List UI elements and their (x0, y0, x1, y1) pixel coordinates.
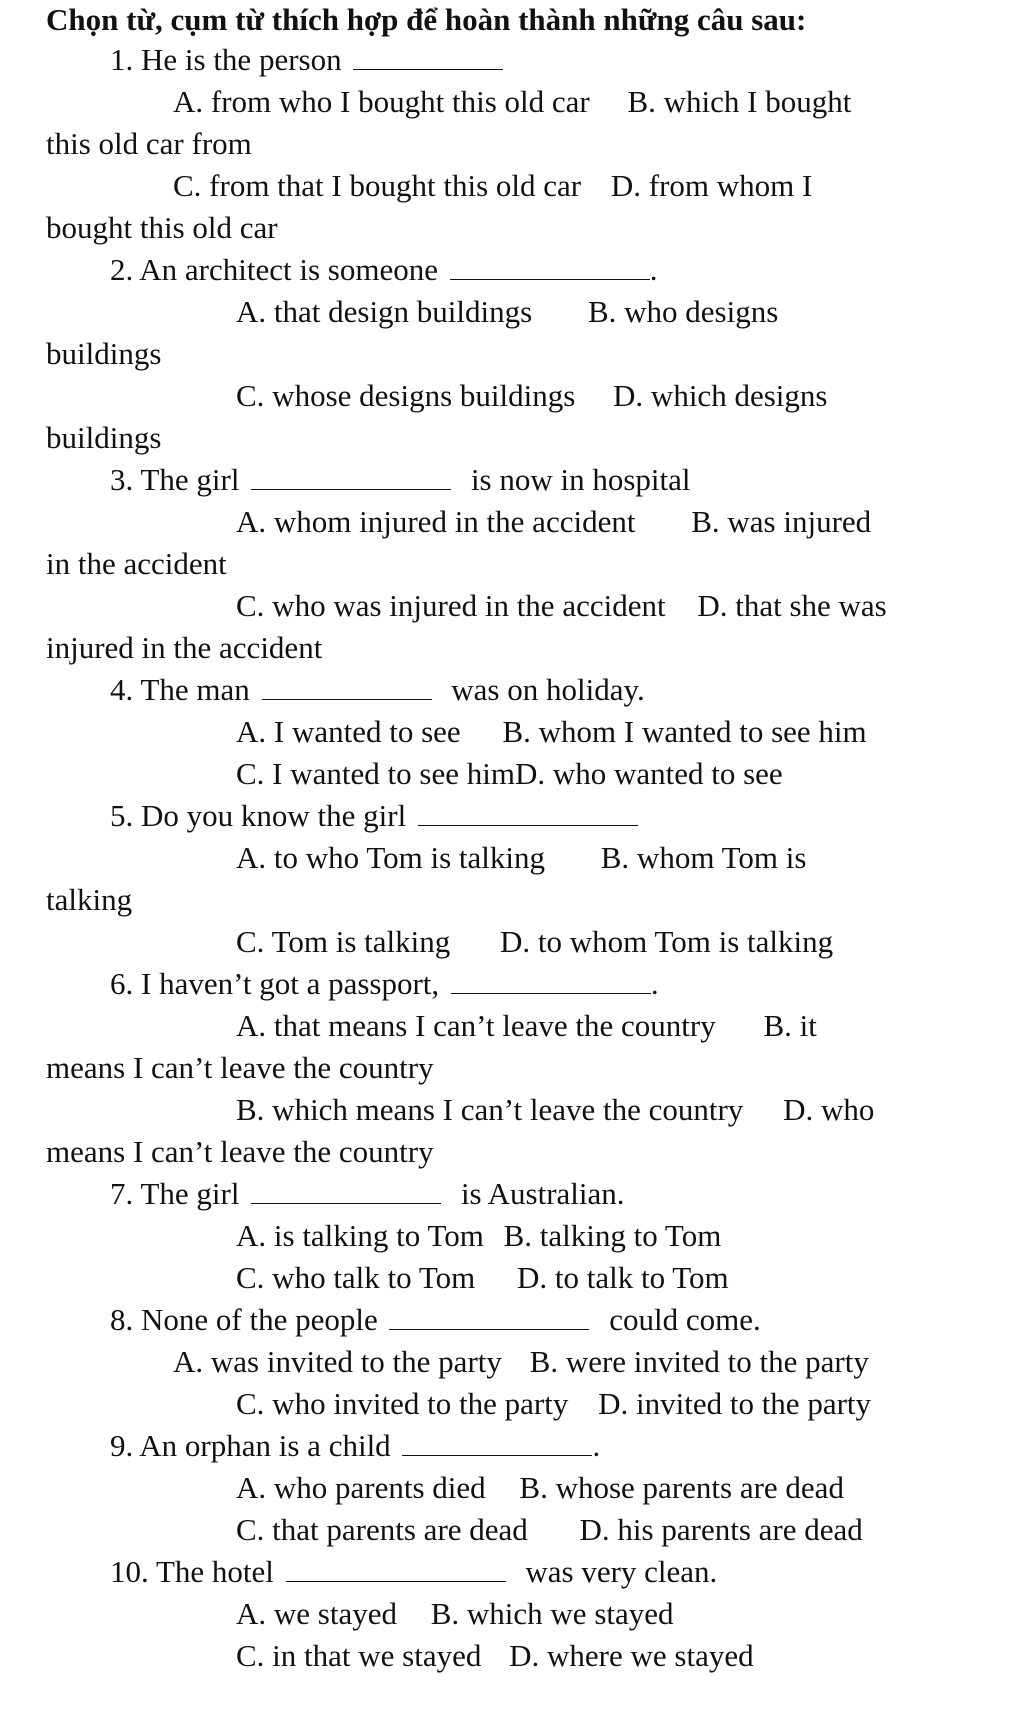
question-8-stem-text: 8. None of the people (110, 1302, 378, 1337)
question-1-option-b-continued: this old car from (46, 126, 252, 161)
question-5-stem-text: 5. Do you know the girl (110, 798, 407, 833)
question-6-option-d: D. who (783, 1092, 875, 1127)
question-10-stem-end: was very clean. (525, 1554, 718, 1589)
question-8-option-c: C. who invited to the party (236, 1386, 569, 1421)
question-2-stem-end: . (649, 252, 658, 287)
question-7-option-d: D. to talk to Tom (517, 1260, 729, 1295)
question-6-blank (451, 969, 651, 994)
question-6-stem (110, 964, 659, 1004)
question-5-option-c: C. Tom is talking (236, 924, 451, 959)
question-4-stem (110, 670, 645, 710)
question-2-option-c: C. whose designs buildings (236, 378, 576, 413)
question-2-stem-text: 2. An architect is someone (110, 252, 438, 287)
question-10-stem-text: 10. The hotel (110, 1554, 274, 1589)
question-8-option-b: B. were invited to the party (529, 1344, 869, 1379)
question-3-options-ab (236, 502, 871, 542)
question-1-option-c: C. from that I bought this old car (173, 168, 582, 203)
question-7-options-cd (236, 1258, 729, 1298)
question-7-option-c: C. who talk to Tom (236, 1260, 476, 1295)
question-8-options-cd (236, 1384, 871, 1424)
question-1-option-b: B. which I bought (627, 84, 852, 119)
question-4-options-cd: C. I wanted to see himD. who wanted to see (236, 756, 783, 791)
question-8-option-d: D. invited to the party (598, 1386, 872, 1421)
question-6-option-c: B. which means I can’t leave the country (236, 1092, 744, 1127)
question-10-option-b: B. which we stayed (430, 1596, 674, 1631)
question-8-stem (110, 1300, 761, 1340)
question-8-stem-end: could come. (609, 1302, 761, 1337)
question-6-option-b-continued: means I can’t leave the country (46, 1050, 434, 1085)
question-10-blank (286, 1557, 506, 1582)
question-4-blank (262, 675, 432, 700)
question-1-option-a: A. from who I bought this old car (173, 84, 590, 119)
question-4-options-ab (236, 712, 867, 752)
question-5-options-ab (236, 838, 806, 878)
question-3-option-d: D. that she was (697, 588, 887, 623)
question-3-options-cd (236, 586, 887, 626)
question-4-option-a: A. I wanted to see (236, 714, 461, 749)
question-6-stem-text: 6. I haven’t got a passport, (110, 966, 440, 1001)
question-6-option-d-continued: means I can’t leave the country (46, 1134, 434, 1169)
worksheet-title: Chọn từ, cụm từ thích hợp để hoàn thành những câu sau: (46, 2, 807, 37)
question-5-blank (418, 801, 638, 826)
question-3-blank (251, 465, 451, 490)
question-10-options-ab (236, 1594, 674, 1634)
question-4-stem-end: was on holiday. (451, 672, 645, 707)
question-2-options-ab (236, 292, 778, 332)
question-8-options-ab (173, 1342, 869, 1382)
question-9-stem (110, 1426, 600, 1466)
question-2-options-cd (236, 376, 827, 416)
question-7-stem-end: is Australian. (460, 1176, 625, 1211)
question-9-options-cd (236, 1510, 863, 1550)
question-7-options-ab (236, 1216, 721, 1256)
question-7-option-b: B. talking to Tom (503, 1218, 722, 1253)
question-10-stem (110, 1552, 717, 1592)
question-2-option-b-continued: buildings (46, 336, 162, 371)
question-3-stem-end: is now in hospital (470, 462, 691, 497)
question-10-option-c: C. in that we stayed (236, 1638, 482, 1673)
question-10-options-cd (236, 1636, 754, 1676)
question-1-options-ab (173, 82, 851, 122)
question-2-option-d: D. which designs (613, 378, 828, 413)
question-2-blank (450, 255, 650, 280)
question-7-stem-text: 7. The girl (110, 1176, 240, 1211)
question-9-stem-text: 9. An orphan is a child (110, 1428, 391, 1463)
question-10-option-a: A. we stayed (236, 1596, 397, 1631)
question-4-stem-text: 4. The man (110, 672, 250, 707)
question-7-option-a: A. is talking to Tom (236, 1218, 484, 1253)
question-1-stem-text: 1. He is the person (110, 42, 342, 77)
question-8-blank (389, 1305, 589, 1330)
question-1-blank (353, 45, 503, 70)
question-9-options-ab (236, 1468, 844, 1508)
question-1-option-d: D. from whom I (610, 168, 813, 203)
question-5-option-a: A. to who Tom is talking (236, 840, 545, 875)
question-9-option-c: C. that parents are dead (236, 1512, 528, 1547)
question-3-stem (110, 460, 691, 500)
question-3-option-b: B. was injured (691, 504, 872, 539)
question-10-option-d: D. where we stayed (509, 1638, 754, 1673)
question-6-option-a: A. that means I can’t leave the country (236, 1008, 716, 1043)
question-2-option-d-continued: buildings (46, 420, 162, 455)
question-6-options-ab (236, 1006, 817, 1046)
question-9-stem-end: . (592, 1428, 601, 1463)
question-6-options-cd (236, 1090, 874, 1130)
question-3-option-d-continued: injured in the accident (46, 630, 323, 665)
question-1-options-cd (173, 166, 812, 206)
question-4-option-b: B. whom I wanted to see him (502, 714, 867, 749)
question-5-option-b: B. whom Tom is (600, 840, 807, 875)
question-6-option-b: B. it (763, 1008, 817, 1043)
question-5-option-d: D. to whom Tom is talking (500, 924, 834, 959)
question-5-option-b-continued: talking (46, 882, 133, 917)
question-7-blank (251, 1179, 441, 1204)
question-3-option-a: A. whom injured in the accident (236, 504, 636, 539)
question-3-stem-text: 3. The girl (110, 462, 240, 497)
question-7-stem (110, 1174, 625, 1214)
question-6-stem-end: . (650, 966, 659, 1001)
question-3-option-b-continued: in the accident (46, 546, 227, 581)
question-1-option-d-continued: bought this old car (46, 210, 278, 245)
question-9-blank (402, 1431, 592, 1456)
question-2-option-b: B. who designs (587, 294, 779, 329)
question-5-stem (110, 796, 638, 836)
question-1-stem (110, 40, 503, 80)
question-2-stem (110, 250, 658, 290)
question-3-option-c: C. who was injured in the accident (236, 588, 666, 623)
question-8-option-a: A. was invited to the party (173, 1344, 502, 1379)
question-9-option-a: A. who parents died (236, 1470, 486, 1505)
question-5-options-cd (236, 922, 833, 962)
question-9-option-d: D. his parents are dead (579, 1512, 863, 1547)
question-2-option-a: A. that design buildings (236, 294, 533, 329)
question-9-option-b: B. whose parents are dead (519, 1470, 844, 1505)
